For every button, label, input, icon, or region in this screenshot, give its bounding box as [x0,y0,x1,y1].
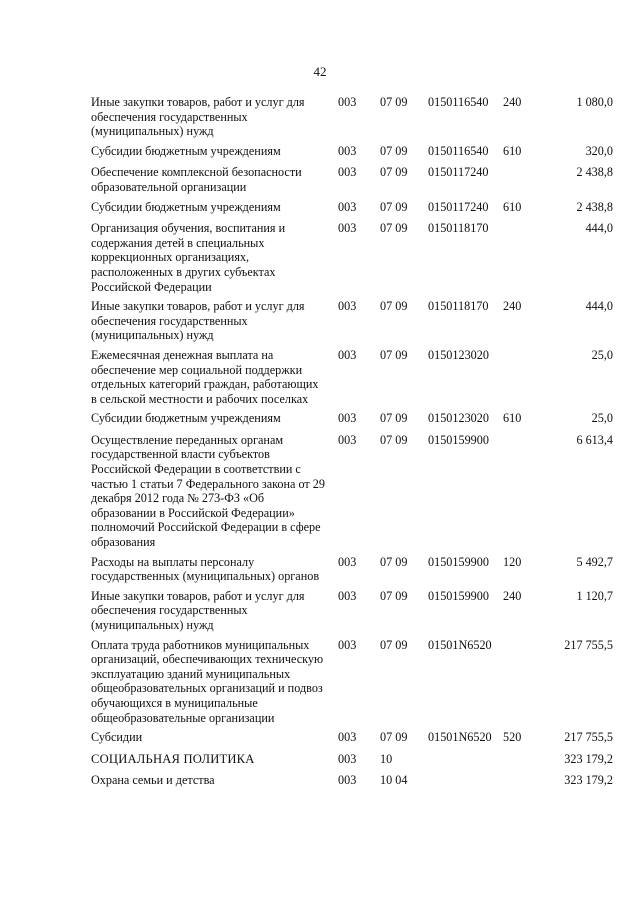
row-ved: 003 [338,773,357,788]
row-cs: 0150123020 [428,411,489,426]
row-cs: 0150159900 [428,588,489,603]
row-rz-pr: 07 09 [380,588,408,603]
row-ved: 003 [338,165,357,180]
table-row [91,165,613,194]
row-sum: 2 438,8 [576,199,613,214]
row-name: Субсидии бюджетным учреждениям [91,411,281,426]
row-ved: 003 [338,347,357,362]
row-name: Иные закупки товаров, работ и услуг для обеспечения государственных (муниципальных) нужд [91,588,305,632]
row-rz-pr: 07 09 [380,165,408,180]
table-row [91,730,613,745]
row-cs: 0150116540 [428,95,489,109]
row-rz-pr: 07 09 [380,95,408,109]
table-row [91,200,613,215]
row-rz-pr: 07 09 [380,199,408,214]
row-ved: 003 [338,588,357,603]
table-row [91,589,613,633]
row-ved: 003 [338,143,357,158]
row-name: Оплата труда работников муниципальных организаций, обеспечивающих техническую эксплуатацию зданий муниципальных общеобразовательных организаций и подвоз обучающихся в муниципальные общеобразовательные организации [91,637,324,725]
row-ved: 003 [338,432,357,447]
row-rz-pr: 07 09 [380,411,408,426]
row-ved: 003 [338,299,357,314]
table-row [91,411,613,426]
row-rz-pr: 07 09 [380,221,408,236]
table-row [91,348,613,406]
row-name: Ежемесячная денежная выплата на обеспечение мер социальной поддержки отдельных категорий граждан, работающих в сельской местности и рабочих поселках [91,347,319,406]
row-vr: 240 [503,299,522,314]
table-row [91,433,613,550]
row-sum: 5 492,7 [576,554,613,569]
row-sum: 323 179,2 [564,751,613,766]
row-ved: 003 [338,411,357,426]
row-ved: 003 [338,730,357,745]
row-cs: 0150116540 [428,143,489,158]
table-row [91,144,613,159]
page-number: 42 [313,64,327,79]
row-name: Субсидии [91,730,143,745]
row-rz-pr: 07 09 [380,554,408,569]
row-rz-pr: 07 09 [380,299,408,314]
row-rz-pr: 07 09 [380,730,408,745]
table-row [91,95,613,139]
table-row [91,638,613,726]
table-row [91,752,613,767]
row-sum: 320,0 [585,143,613,158]
row-vr: 610 [503,199,522,214]
row-ved: 003 [338,95,357,109]
section-heading: СОЦИАЛЬНАЯ ПОЛИТИКА [91,751,255,766]
row-name: Расходы на выплаты персоналу государственных (муниципальных) органов [91,554,320,584]
row-vr: 610 [503,143,522,158]
row-rz-pr: 07 09 [380,143,408,158]
row-cs: 0150118170 [428,299,489,314]
row-sum: 444,0 [585,299,613,314]
row-cs: 0150159900 [428,432,489,447]
row-ved: 003 [338,637,357,652]
row-sum: 1 080,0 [576,95,613,109]
row-vr: 240 [503,95,522,109]
row-vr: 120 [503,554,522,569]
row-ved: 003 [338,221,357,236]
row-vr: 240 [503,588,522,603]
row-cs: 0150159900 [428,554,489,569]
row-cs: 0150118170 [428,221,489,236]
table-row [91,221,613,294]
row-rz-pr: 10 04 [380,773,408,788]
row-rz-pr: 10 [380,751,393,766]
row-sum: 1 120,7 [576,588,613,603]
row-name: Иные закупки товаров, работ и услуг для обеспечения государственных (муниципальных) нужд [91,299,305,343]
row-cs: 01501N6520 [428,637,492,652]
row-cs: 0150123020 [428,347,489,362]
row-cs: 0150117240 [428,165,489,180]
row-sum: 25,0 [591,411,613,426]
row-sum: 217 755,5 [564,730,613,745]
row-name: Иные закупки товаров, работ и услуг для обеспечения государственных (муниципальных) нужд [91,95,305,139]
row-ved: 003 [338,751,357,766]
table-row [91,773,613,788]
row-ved: 003 [338,199,357,214]
row-name: Осуществление переданных органам государственной власти субъектов Российской Федерации в соответствии с частью 1 статьи 7 Федерального закона от 29 декабря 2012 года № 273-ФЗ «Об образовании в Российской Федерации» полномочий Российской Федерации в сфере образования [91,432,325,550]
row-name: Субсидии бюджетным учреждениям [91,143,281,158]
row-vr: 610 [503,411,522,426]
row-sum: 6 613,4 [576,432,613,447]
row-rz-pr: 07 09 [380,637,408,652]
row-name: Субсидии бюджетным учреждениям [91,199,281,214]
row-sum: 217 755,5 [564,637,613,652]
table-row [91,555,613,584]
row-cs: 0150117240 [428,199,489,214]
row-sum: 323 179,2 [564,773,613,788]
row-cs: 01501N6520 [428,730,492,745]
budget-table [91,95,613,795]
row-name: Охрана семьи и детства [91,773,215,788]
row-sum: 25,0 [591,347,613,362]
table-row [91,299,613,343]
row-rz-pr: 07 09 [380,347,408,362]
row-vr: 520 [503,730,522,745]
row-rz-pr: 07 09 [380,432,408,447]
row-sum: 2 438,8 [576,165,613,180]
row-sum: 444,0 [585,221,613,236]
row-ved: 003 [338,554,357,569]
row-name: Организация обучения, воспитания и содержания детей в специальных коррекционных организациях, расположенных в других субъектах Российской Федерации [91,221,286,294]
row-name: Обеспечение комплексной безопасности образовательной организации [91,165,302,194]
